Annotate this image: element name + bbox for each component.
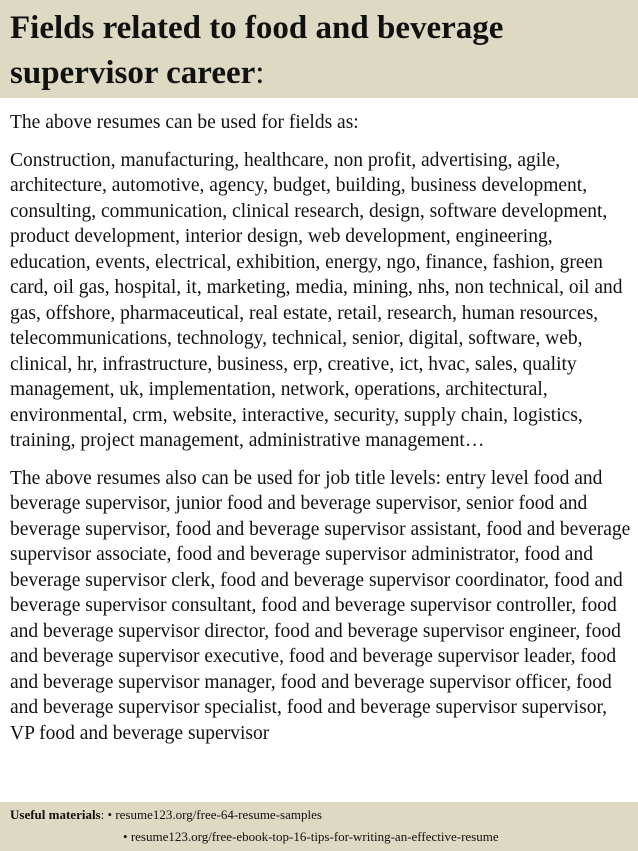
bullet-2: •: [123, 829, 131, 844]
resume-samples-link[interactable]: resume123.org/free-64-resume-samples: [115, 807, 322, 822]
footer-band: [0, 802, 638, 851]
useful-materials-separator: :: [100, 807, 108, 822]
bullet-1: •: [107, 807, 116, 822]
footer-row-2: [123, 829, 499, 845]
page-title-text: Fields related to food and beverage supervisor career: [10, 10, 504, 91]
footer-row-1: [10, 807, 322, 823]
intro-paragraph: The above resumes can be used for fields as:: [10, 112, 359, 133]
title-band: [0, 0, 638, 98]
ebook-tips-link[interactable]: resume123.org/free-ebook-top-16-tips-for-writing-an-effective-resume: [130, 829, 499, 844]
body-content: [10, 110, 632, 798]
page-title-colon: :: [255, 55, 265, 91]
job-levels-paragraph: The above resumes also can be used for job title levels: entry level food and beverage supervisor, junior food and beverage supervisor, senior food and beverage supervisor, food and beverage supervisor assistant, food and beverage supervisor associate, food and beverage supervisor administrator, food and beverage supervisor clerk, food and beverage supervisor coordinator, food and beverage supervisor consultant, food and beverage supervisor controller, food and beverage supervisor director, food and beverage supervisor engineer, food and beverage supervisor executive, food and beverage supervisor leader, food and beverage supervisor manager, food and beverage supervisor officer, food and beverage supervisor specialist, food and beverage supervisor supervisor, VP food and beverage supervisor: [10, 467, 631, 744]
useful-materials-label: Useful materials: [10, 807, 101, 822]
fields-paragraph: Construction, manufacturing, healthcare, non profit, advertising, agile, architecture, automotive, agency, budget, building, business development, consulting, communication, clinical research, design, software development, product development, interior design, web development, engineering, education, events, electrical, exhibition, energy, ngo, finance, fashion, green card, oil gas, hospital, it, marketing, media, mining, nhs, non technical, oil and gas, offshore, pharmaceutical, real estate, retail, research, human resources, telecommunications, technology, technical, senior, digital, software, web, clinical, hr, infrastructure, business, erp, creative, ict, hvac, sales, quality management, uk, implementation, network, operations, architectural, environmental, crm, website, interactive, security, supply chain, logistics, training, project management, administrative management…: [10, 149, 623, 451]
page-title: [10, 6, 630, 96]
